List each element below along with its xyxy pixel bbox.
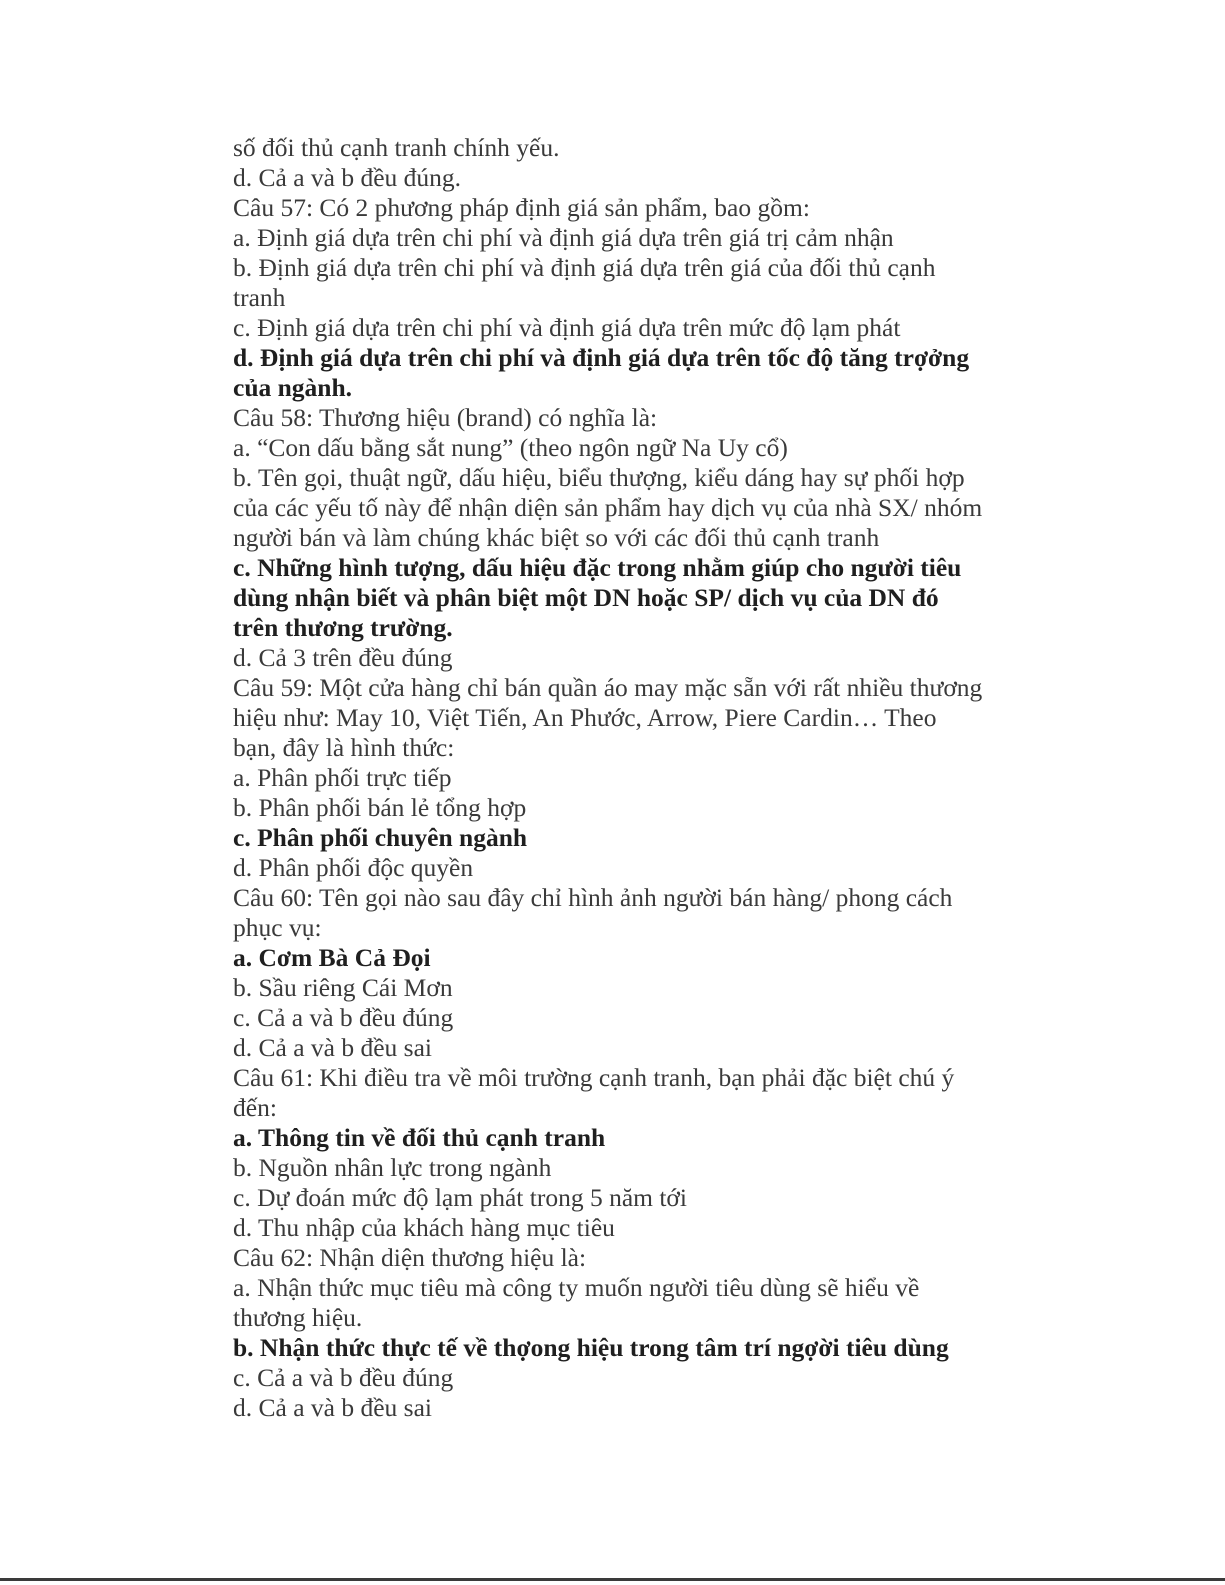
text-line: người bán và làm chúng khác biệt so với các đối thủ cạnh tranh — [233, 523, 880, 552]
text-line: d. Phân phối độc quyền — [233, 853, 474, 882]
answer-line-highlighted: c. Những hình tượng, dấu hiệu đặc trong nhằm giúp cho người tiêu — [233, 553, 962, 582]
text-line: bạn, đây là hình thức: — [233, 733, 455, 762]
answer-line-highlighted: của ngành. — [233, 373, 353, 402]
text-line: d. Thu nhập của khách hàng mục tiêu — [233, 1213, 615, 1242]
text-line: b. Sầu riêng Cái Mơn — [233, 973, 453, 1002]
text-line: c. Cả a và b đều đúng — [233, 1363, 454, 1392]
page-bottom-rule — [0, 1578, 1225, 1581]
text-line: Câu 60: Tên gọi nào sau đây chỉ hình ảnh người bán hàng/ phong cách — [233, 883, 953, 912]
text-line: a. “Con dấu bằng sắt nung” (theo ngôn ngữ Na Uy cổ) — [233, 433, 788, 462]
text-line: Câu 61: Khi điều tra về môi trường cạnh tranh, bạn phải đặc biệt chú ý — [233, 1063, 955, 1092]
answer-line-highlighted: b. Nhận thức thực tế về thợong hiệu trong tâm trí ngợời tiêu dùng — [233, 1333, 949, 1362]
answer-line-highlighted: dùng nhận biết và phân biệt một DN hoặc SP/ dịch vụ của DN đó — [233, 583, 939, 612]
text-line: b. Định giá dựa trên chi phí và định giá dựa trên giá của đối thủ cạnh — [233, 253, 936, 282]
text-line: d. Cả 3 trên đều đúng — [233, 643, 453, 672]
text-line: thương hiệu. — [233, 1303, 363, 1332]
text-line: c. Định giá dựa trên chi phí và định giá dựa trên mức độ lạm phát — [233, 313, 901, 342]
text-line: Câu 57: Có 2 phương pháp định giá sản phẩm, bao gồm: — [233, 193, 810, 222]
document-text — [233, 133, 1013, 1423]
answer-line-highlighted: a. Cơm Bà Cả Đọi — [233, 943, 431, 972]
text-line: a. Phân phối trực tiếp — [233, 763, 452, 792]
text-line: b. Tên gọi, thuật ngữ, dấu hiệu, biểu thượng, kiểu dáng hay sự phối hợp — [233, 463, 965, 492]
answer-line-highlighted: a. Thông tin về đối thủ cạnh tranh — [233, 1123, 606, 1152]
text-line: b. Phân phối bán lẻ tổng hợp — [233, 793, 527, 822]
answer-line-highlighted: d. Định giá dựa trên chi phí và định giá dựa trên tốc độ tăng trợởng — [233, 343, 970, 372]
text-line: của các yếu tố này để nhận diện sản phẩm hay dịch vụ của nhà SX/ nhóm — [233, 493, 983, 522]
text-line: a. Nhận thức mục tiêu mà công ty muốn người tiêu dùng sẽ hiểu về — [233, 1273, 920, 1302]
text-line: đến: — [233, 1093, 277, 1122]
text-line: d. Cả a và b đều sai — [233, 1033, 432, 1062]
text-line: c. Dự đoán mức độ lạm phát trong 5 năm tới — [233, 1183, 687, 1212]
text-line: số đối thủ cạnh tranh chính yếu. — [233, 133, 560, 162]
text-line: b. Nguồn nhân lực trong ngành — [233, 1153, 552, 1182]
answer-line-highlighted: trên thương trường. — [233, 613, 453, 642]
text-line: Câu 62: Nhận diện thương hiệu là: — [233, 1243, 587, 1272]
text-line: Câu 58: Thương hiệu (brand) có nghĩa là: — [233, 403, 658, 432]
text-line: d. Cả a và b đều sai — [233, 1393, 432, 1422]
text-line: phục vụ: — [233, 913, 322, 942]
answer-line-highlighted: c. Phân phối chuyên ngành — [233, 823, 528, 852]
text-line: Câu 59: Một cửa hàng chỉ bán quần áo may mặc sẵn với rất nhiều thương — [233, 673, 983, 702]
text-line: tranh — [233, 283, 286, 312]
text-line: a. Định giá dựa trên chi phí và định giá dựa trên giá trị cảm nhận — [233, 223, 894, 252]
text-line: c. Cả a và b đều đúng — [233, 1003, 454, 1032]
text-line: hiệu như: May 10, Việt Tiến, An Phước, Arrow, Piere Cardin… Theo — [233, 703, 937, 732]
text-line: d. Cả a và b đều đúng. — [233, 163, 462, 192]
